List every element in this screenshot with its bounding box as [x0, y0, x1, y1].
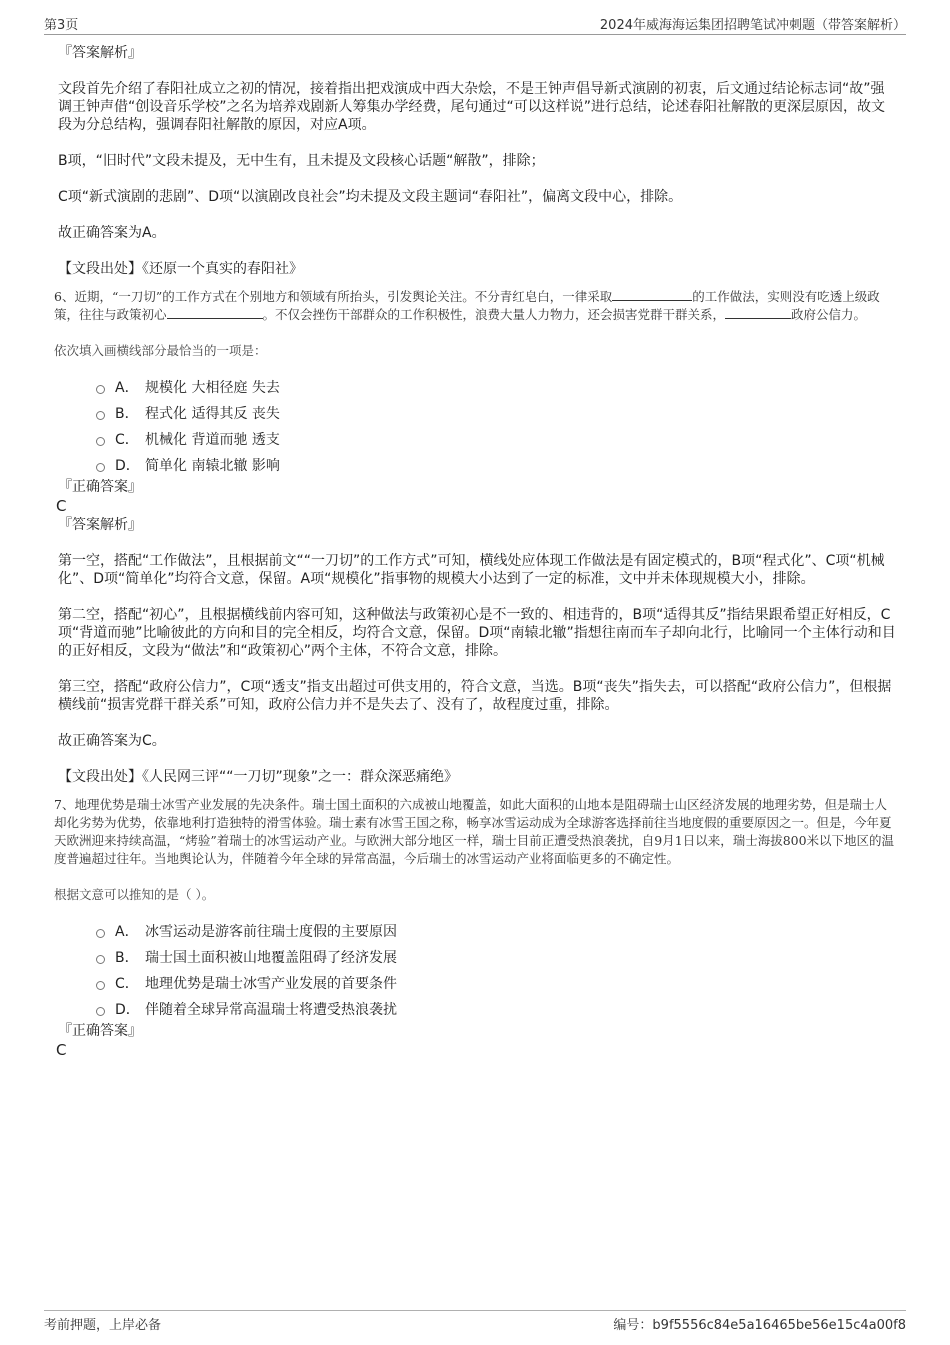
footer-slogan: 考前押题，上岸必备 [44, 1318, 162, 1333]
question-text-part: 的工作做法，实则没有吃透上级政策，往往与政策初心 [54, 289, 880, 322]
option-text: 地理优势是瑞士冰雪产业发展的首要条件 [145, 976, 397, 992]
option-text: 规模化 大相径庭 失去 [145, 380, 280, 396]
analysis-label: 『答案解析』 [58, 45, 142, 61]
option-list [56, 374, 896, 478]
analysis-paragraph: 第二空，搭配“初心”，且根据横线前内容可知，这种做法与政策初心是不一致的、相违背的，B项“适得其反”指结果跟希望正好相反，C项“背道而驰”比喻彼此的方向和目的完全相反，均符合文意，保留。D项“南辕北辙”指想往南而车子却向北行，比喻同一个主体行动和目的正好相反，文段为“做法”和“政策初心”两个主体，不符合文意，排除。 [58, 607, 896, 659]
option-c[interactable] [56, 970, 896, 996]
option-letter: D． [115, 458, 140, 474]
answer-label: 『正确答案』 [58, 1023, 142, 1039]
option-a[interactable] [56, 918, 896, 944]
option-text: 冰雪运动是游客前往瑞士度假的主要原因 [145, 924, 397, 940]
option-text: 机械化 背道而驰 透支 [145, 432, 280, 448]
analysis-conclusion: 故正确答案为A。 [58, 225, 166, 241]
option-letter: A． [115, 380, 139, 396]
question-7-text: 7、地理优势是瑞士冰雪产业发展的先决条件。瑞士国土面积的六成被山地覆盖，如此大面积的山地本是阻碍瑞士山区经济发展的地理劣势，但是瑞士人却化劣势为优势，依靠地利打造独特的滑雪体验。瑞士素有冰雪王国之称，畅享冰雪运动成为全球游客选择前往当地度假的重要原因之一。但是，今年夏天欧洲迎来持续高温，“烤验”着瑞士的冰雪运动产业。与欧洲大部分地区一样，瑞士目前正遭受热浪袭扰，自9月1日以来，瑞士海拔800米以下地区的温度普遍超过往年。当地舆论认为，伴随着今年全球的异常高温，今后瑞士的冰雪运动产业将面临更多的不确定性。 [54, 797, 895, 866]
question-text-part: 。不仅会挫伤干部群众的工作积极性，浪费大量人力物力，还会损害党群干群关系， [262, 307, 726, 322]
analysis-label: 『答案解析』 [58, 517, 142, 533]
option-text: 简单化 南辕北辙 影响 [145, 458, 280, 474]
analysis-conclusion: 故正确答案为C。 [58, 733, 166, 749]
question-text-part: 6、近期，“一刀切”的工作方式在个别地方和领域有所抬头，引发舆论关注。不分青红皂白，一律采取 [54, 289, 613, 304]
option-letter: A． [115, 924, 139, 940]
page-header [44, 14, 906, 35]
option-letter: C． [115, 976, 139, 992]
document-code [613, 1314, 906, 1333]
question-6-text [54, 288, 896, 324]
page-content [56, 44, 896, 1060]
code-value: b9f5556c84e5a16465be56e15c4a00f8 [652, 1318, 906, 1333]
radio-icon[interactable] [96, 1007, 105, 1016]
question-prompt: 根据文意可以推知的是（ ）。 [54, 887, 215, 902]
analysis-paragraph: C项“新式演剧的悲剧”、D项“以演剧改良社会”均未提及文段主题词“春阳社”，偏离文段中心，排除。 [58, 189, 683, 205]
analysis-paragraph: B项，“旧时代”文段未提及，无中生有，且未提及文段核心话题“解散”，排除； [58, 153, 545, 169]
option-text: 瑞士国土面积被山地覆盖阻碍了经济发展 [145, 950, 397, 966]
radio-icon[interactable] [96, 437, 105, 446]
option-text: 程式化 适得其反 丧失 [145, 406, 280, 422]
option-letter: D． [115, 1002, 140, 1018]
option-c[interactable] [56, 426, 896, 452]
option-letter: C． [115, 432, 139, 448]
option-b[interactable] [56, 400, 896, 426]
radio-icon[interactable] [96, 981, 105, 990]
analysis-paragraph: 文段首先介绍了春阳社成立之初的情况，接着指出把戏演成中西大杂烩，不是王钟声倡导新式演剧的初衷，后文通过结论标志词“故”强调王钟声借“创设音乐学校”之名为培养戏剧新人筹集办学经费，尾句通过“可以这样说”进行总结，论述春阳社解散的更深层原因，故文段为分总结构，强调春阳社解散的原因，对应A项。 [58, 81, 886, 133]
answer-label: 『正确答案』 [58, 479, 142, 495]
source-citation: 【文段出处】《人民网三评““一刀切”现象”之一：群众深恶痛绝》 [58, 769, 459, 785]
radio-icon[interactable] [96, 385, 105, 394]
radio-icon[interactable] [96, 955, 105, 964]
option-list [56, 918, 896, 1022]
option-letter: B． [115, 406, 139, 422]
answer-value: C [56, 1041, 67, 1059]
option-d[interactable] [56, 452, 896, 478]
option-letter: B． [115, 950, 139, 966]
code-label: 编号： [613, 1318, 653, 1333]
option-b[interactable] [56, 944, 896, 970]
option-a[interactable] [56, 374, 896, 400]
fill-blank [725, 306, 791, 319]
option-d[interactable] [56, 996, 896, 1022]
page-number: 第3页 [44, 18, 79, 33]
radio-icon[interactable] [96, 929, 105, 938]
radio-icon[interactable] [96, 411, 105, 420]
question-prompt: 依次填入画横线部分最恰当的一项是： [54, 343, 267, 358]
radio-icon[interactable] [96, 463, 105, 472]
document-title: 2024年威海海运集团招聘笔试冲刺题（带答案解析） [599, 18, 906, 33]
fill-blank [167, 306, 263, 319]
page-footer [44, 1310, 906, 1333]
fill-blank [612, 288, 692, 301]
analysis-paragraph: 第一空，搭配“工作做法”，且根据前文““一刀切”的工作方式”可知，横线处应体现工作做法是有固定模式的，B项“程式化”、C项“机械化”、D项“简单化”均符合文意，保留。A项“规模化”指事物的规模大小达到了一定的标准，文中并未体现规模大小，排除。 [58, 553, 885, 587]
analysis-paragraph: 第三空，搭配“政府公信力”，C项“透支”指支出超过可供支用的，符合文意，当选。B项“丧失”指失去，可以搭配“政府公信力”，但根据横线前“损害党群干群关系”可知，政府公信力并不是失去了、没有了，故程度过重，排除。 [58, 679, 892, 713]
answer-value: C [56, 497, 67, 515]
option-text: 伴随着全球异常高温瑞士将遭受热浪袭扰 [145, 1002, 397, 1018]
source-citation: 【文段出处】《还原一个真实的春阳社》 [58, 261, 303, 277]
question-text-part: 政府公信力。 [791, 307, 867, 322]
